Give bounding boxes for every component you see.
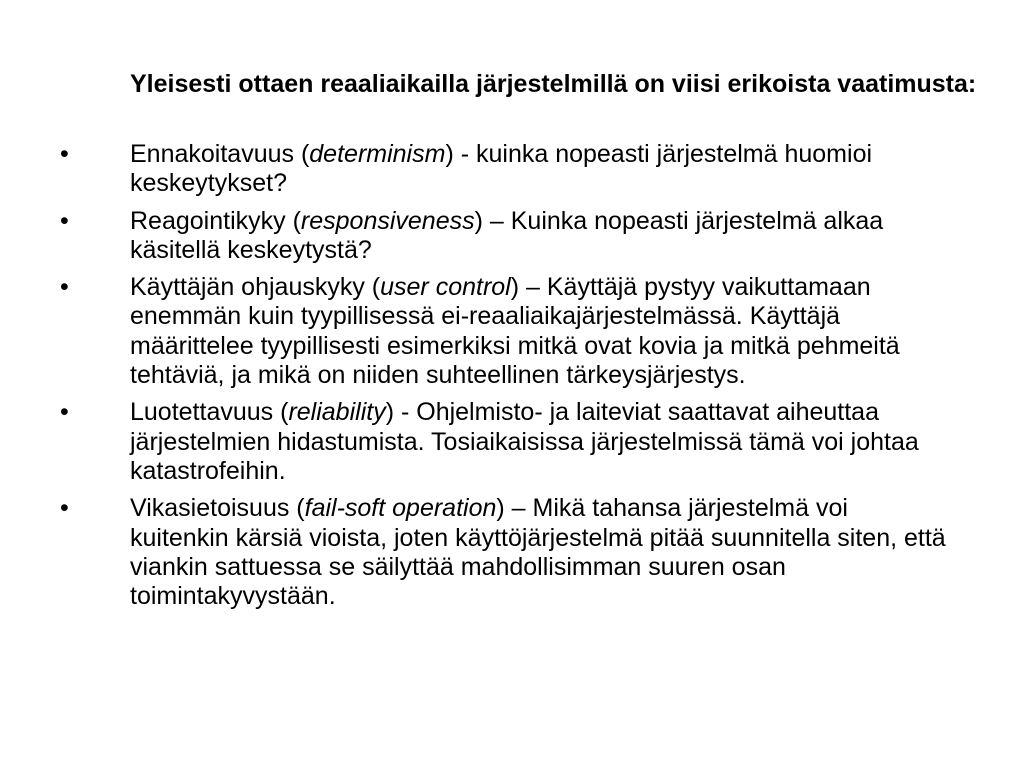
bullet-glyph: • <box>60 398 69 427</box>
item-rest-text: ) – Mikä tahansa järjestelmä voi kuitenkin kärsiä vioista, joten käyttöjärjestelmä pitää suunnitella siten, että viankin sattuessa se säilyttää mahdollisimman suuren osan toimintakyvystään. <box>130 494 946 611</box>
bullet-glyph: • <box>60 206 69 235</box>
item-lead-text: Käyttäjän ohjauskyky ( <box>130 273 381 302</box>
item-lead-text: Vikasietoisuus ( <box>130 494 305 523</box>
item-rest-text: ) – Kuinka nopeasti järjestelmä alkaa käsitellä keskeytystä? <box>130 206 884 264</box>
item-lead-text: Reagointikyky ( <box>130 206 301 235</box>
list-item-responsiveness <box>0 207 950 266</box>
item-term: fail-soft operation <box>304 494 497 523</box>
list-item-fail-soft-operation <box>0 494 950 611</box>
slide-intro-heading: Yleisesti ottaen reaaliaikailla järjestelmillä on viisi erikoista vaatimusta: <box>130 70 977 98</box>
item-term: reliability <box>288 398 386 427</box>
item-rest-text: ) - Ohjelmisto- ja laiteviat saattavat aiheuttaa järjestelmien hidastumista. Tosiaikaisissa järjestelmissä tämä voi johtaa katastrofeihin. <box>130 398 919 485</box>
item-term: responsiveness <box>300 206 475 235</box>
bullet-glyph: • <box>60 140 69 168</box>
item-rest-text: ) - kuinka nopeasti järjestelmä huomioi keskeytykset? <box>130 140 873 198</box>
item-term: determinism <box>309 140 446 168</box>
bullet-glyph: • <box>60 494 69 523</box>
list-item-determinism <box>0 140 950 199</box>
item-lead-text: Ennakoitavuus ( <box>130 140 310 168</box>
bullet-glyph: • <box>60 273 69 302</box>
item-rest-text: ) – Käyttäjä pystyy vaikuttamaan enemmän kuin tyypillisessä ei-reaaliaikajärjestelmässä. Käyttäjä määrittelee tyypillisesti esimerkiksi mitkä ovat kovia ja mitkä pehmeitä tehtäviä, ja mikä on niiden suhteellinen tärkeysjärjestys. <box>130 273 900 390</box>
requirements-list <box>0 140 1024 619</box>
item-term: user control <box>380 273 511 302</box>
list-item-user-control <box>0 273 950 390</box>
list-item-reliability <box>0 398 950 486</box>
item-lead-text: Luotettavuus ( <box>130 398 289 427</box>
